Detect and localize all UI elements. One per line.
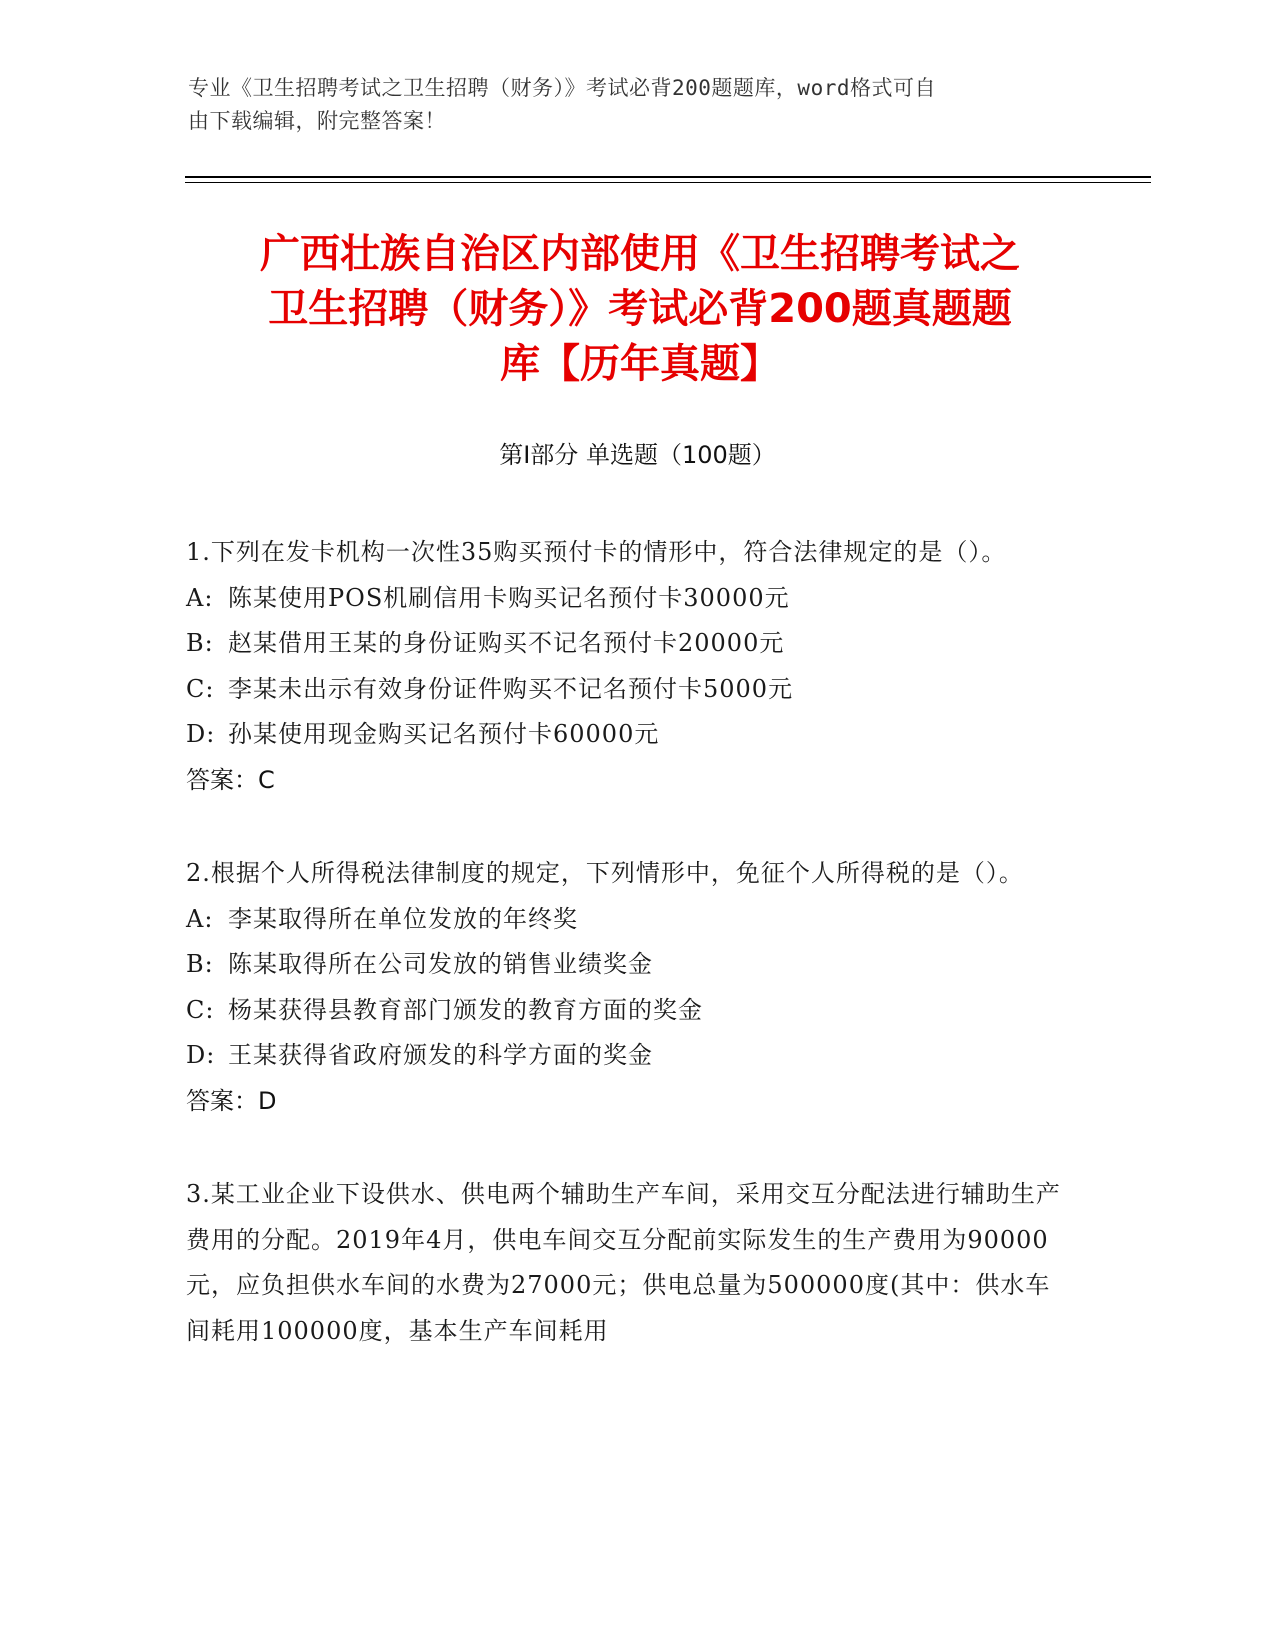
answer-line: 答案：D — [186, 1086, 277, 1115]
option-b — [186, 942, 1066, 988]
option-text: 杨某获得县教育部门颁发的教育方面的奖金 — [228, 995, 703, 1024]
option-a — [186, 897, 1066, 943]
question-list — [186, 530, 1066, 1402]
document-title-line-2: 卫生招聘（财务）》考试必背200题真题题 — [268, 286, 1012, 332]
option-letter: A: — [186, 904, 214, 933]
option-letter: D: — [186, 720, 216, 748]
option-letter: C: — [186, 995, 215, 1024]
header-note-line-2: 由下载编辑，附完整答案！ — [188, 109, 446, 133]
question-1 — [186, 530, 1066, 803]
question-stem: 1.下列在发卡机构一次性35购买预付卡的情形中，符合法律规定的是（）。 — [186, 538, 1007, 566]
option-letter: C: — [186, 674, 215, 703]
option-letter: A: — [186, 583, 214, 612]
question-2 — [186, 851, 1066, 1124]
option-d — [186, 712, 1066, 758]
question-stem: 2.根据个人所得税法律制度的规定，下列情形中，免征个人所得税的是（）。 — [186, 859, 1024, 887]
header-rule-thin — [185, 182, 1151, 183]
option-letter: B: — [186, 629, 214, 657]
section-heading: 第I部分 单选题（100题） — [499, 441, 776, 469]
option-text: 陈某使用POS机刷信用卡购买记名预付卡30000元 — [228, 583, 790, 612]
option-a — [186, 576, 1066, 622]
option-b — [186, 621, 1066, 667]
option-c — [186, 988, 1066, 1034]
answer-line: 答案：C — [186, 765, 275, 794]
option-text: 李某未出示有效身份证件购买不记名预付卡5000元 — [228, 674, 794, 703]
option-text: 孙某使用现金购买记名预付卡60000元 — [228, 720, 660, 748]
option-text: 陈某取得所在公司发放的销售业绩奖金 — [228, 950, 653, 978]
header-note-line-1: 专业《卫生招聘考试之卫生招聘（财务）》考试必背200题题库，word格式可自 — [188, 76, 936, 100]
option-letter: D: — [186, 1041, 216, 1069]
option-text: 赵某借用王某的身份证购买不记名预付卡20000元 — [228, 629, 785, 657]
document-title-line-3: 库【历年真题】 — [500, 341, 780, 387]
question-stem: 3.某工业企业下设供水、供电两个辅助生产车间，采用交互分配法进行辅助生产费用的分配。2019年4月，供电车间交互分配前实际发生的生产费用为90000元，应负担供水车间的水费为27000元；供电总量为500000度(其中：供水车间耗用100000度，基本生产车间耗用 — [186, 1180, 1061, 1345]
option-letter: B: — [186, 950, 214, 978]
question-3 — [186, 1172, 1066, 1354]
option-c — [186, 667, 1066, 713]
option-text: 李某取得所在单位发放的年终奖 — [228, 904, 578, 933]
document-title — [180, 227, 1100, 392]
header-rule-thick — [185, 176, 1151, 178]
document-title-line-1: 广西壮族自治区内部使用《卫生招聘考试之 — [260, 231, 1020, 277]
option-text: 王某获得省政府颁发的科学方面的奖金 — [228, 1041, 653, 1069]
option-d — [186, 1033, 1066, 1079]
header-note — [188, 72, 1068, 138]
